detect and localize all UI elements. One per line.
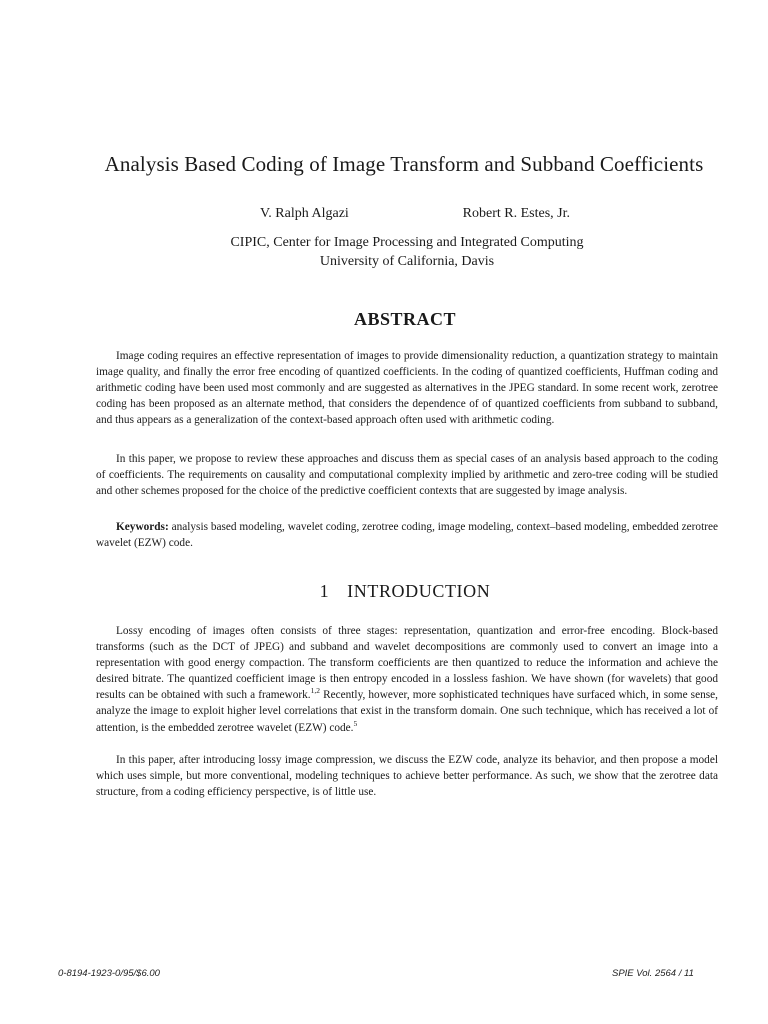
intro-text-part-1: Lossy encoding of images often consists of three stages: representation, quantization and error-free encoding. Block-based transforms (such as the DCT of JPEG) and subband and wavelet decompositions are commonly used to convert an image into a representation with good energy compaction. The transform coefficients are then quantized to reduce the information and achieve the desired bitrate. The quantized coefficient image is then entropy encoded in a lossless fashion. We have shown (for wavelets) that good results can be obtained with such a framework. bbox=[96, 625, 718, 702]
keywords-label: Keywords: bbox=[116, 521, 169, 533]
citation-ref-5: 5 bbox=[353, 718, 358, 728]
affiliation-line-1: CIPIC, Center for Image Processing and Integrated Computing bbox=[230, 235, 584, 250]
introduction-paragraph-1 bbox=[96, 623, 718, 736]
introduction-paragraph-2: In this paper, after introducing lossy image compression, we discuss the EZW code, analyze its behavior, and then propose a model which uses simple, but more conventional, modeling techniques to achieve better performance. As such, we show that the zerotree data structure, from a coding efficiency perspective, is of little use. bbox=[96, 754, 718, 799]
author-estes: Robert R. Estes, Jr. bbox=[462, 206, 570, 221]
footer-volume-page: SPIE Vol. 2564 / 11 bbox=[612, 968, 694, 979]
introduction-heading bbox=[0, 581, 768, 602]
abstract-paragraph-2: In this paper, we propose to review these approaches and discuss them as special cases of an analysis based approach to the coding of coefficients. The requirements on causality and computational complexity implied by arithmetic and zero-tree coding will be studied and other schemes proposed for the choice of the predictive coefficient contexts that are suggested by image analysis. bbox=[96, 453, 718, 498]
affiliation-line-2: University of California, Davis bbox=[319, 254, 495, 269]
abstract-paragraph-1: Image coding requires an effective representation of images to provide dimensionality reduction, a quantization strategy to maintain image quality, and finally the error free encoding of quantized coefficients. In the coding of quantized coefficients, Huffman coding and arithmetic coding have been used most commonly and are suggested as alternatives in the JPEG standard. In some recent work, zerotree coding has been proposed as an alternate method, that considers the dependence of of quantized coefficients from subband to subband, and thus appears as a generalization of the context-based approach often used with arithmetic coding. bbox=[96, 350, 718, 427]
author-algazi: V. Ralph Algazi bbox=[260, 206, 349, 221]
intro-text-part-2: Recently, however, more sophisticated techniques have surfaced which, in some sense, analyze the image to exploit higher level correlations that exist in the transform domain. One such technique, which has received a lot of attention, is the embedded zerotree wavelet (EZW) code. bbox=[96, 689, 718, 734]
citation-ref-1-2: 1,2 bbox=[310, 686, 320, 696]
abstract-heading: ABSTRACT bbox=[353, 309, 457, 329]
section-number: 1 bbox=[319, 581, 330, 601]
paper-title: Analysis Based Coding of Image Transform and Subband Coefficients bbox=[104, 152, 704, 176]
keywords-text: analysis based modeling, wavelet coding, zerotree coding, image modeling, context–based modeling, embedded zerotree wavelet (EZW) code. bbox=[96, 521, 718, 550]
author-list bbox=[260, 206, 580, 222]
footer-isbn: 0-8194-1923-0/95/$6.00 bbox=[58, 968, 160, 979]
section-title: INTRODUCTION bbox=[347, 581, 491, 601]
affiliation bbox=[0, 233, 768, 271]
keywords-paragraph bbox=[96, 519, 718, 551]
